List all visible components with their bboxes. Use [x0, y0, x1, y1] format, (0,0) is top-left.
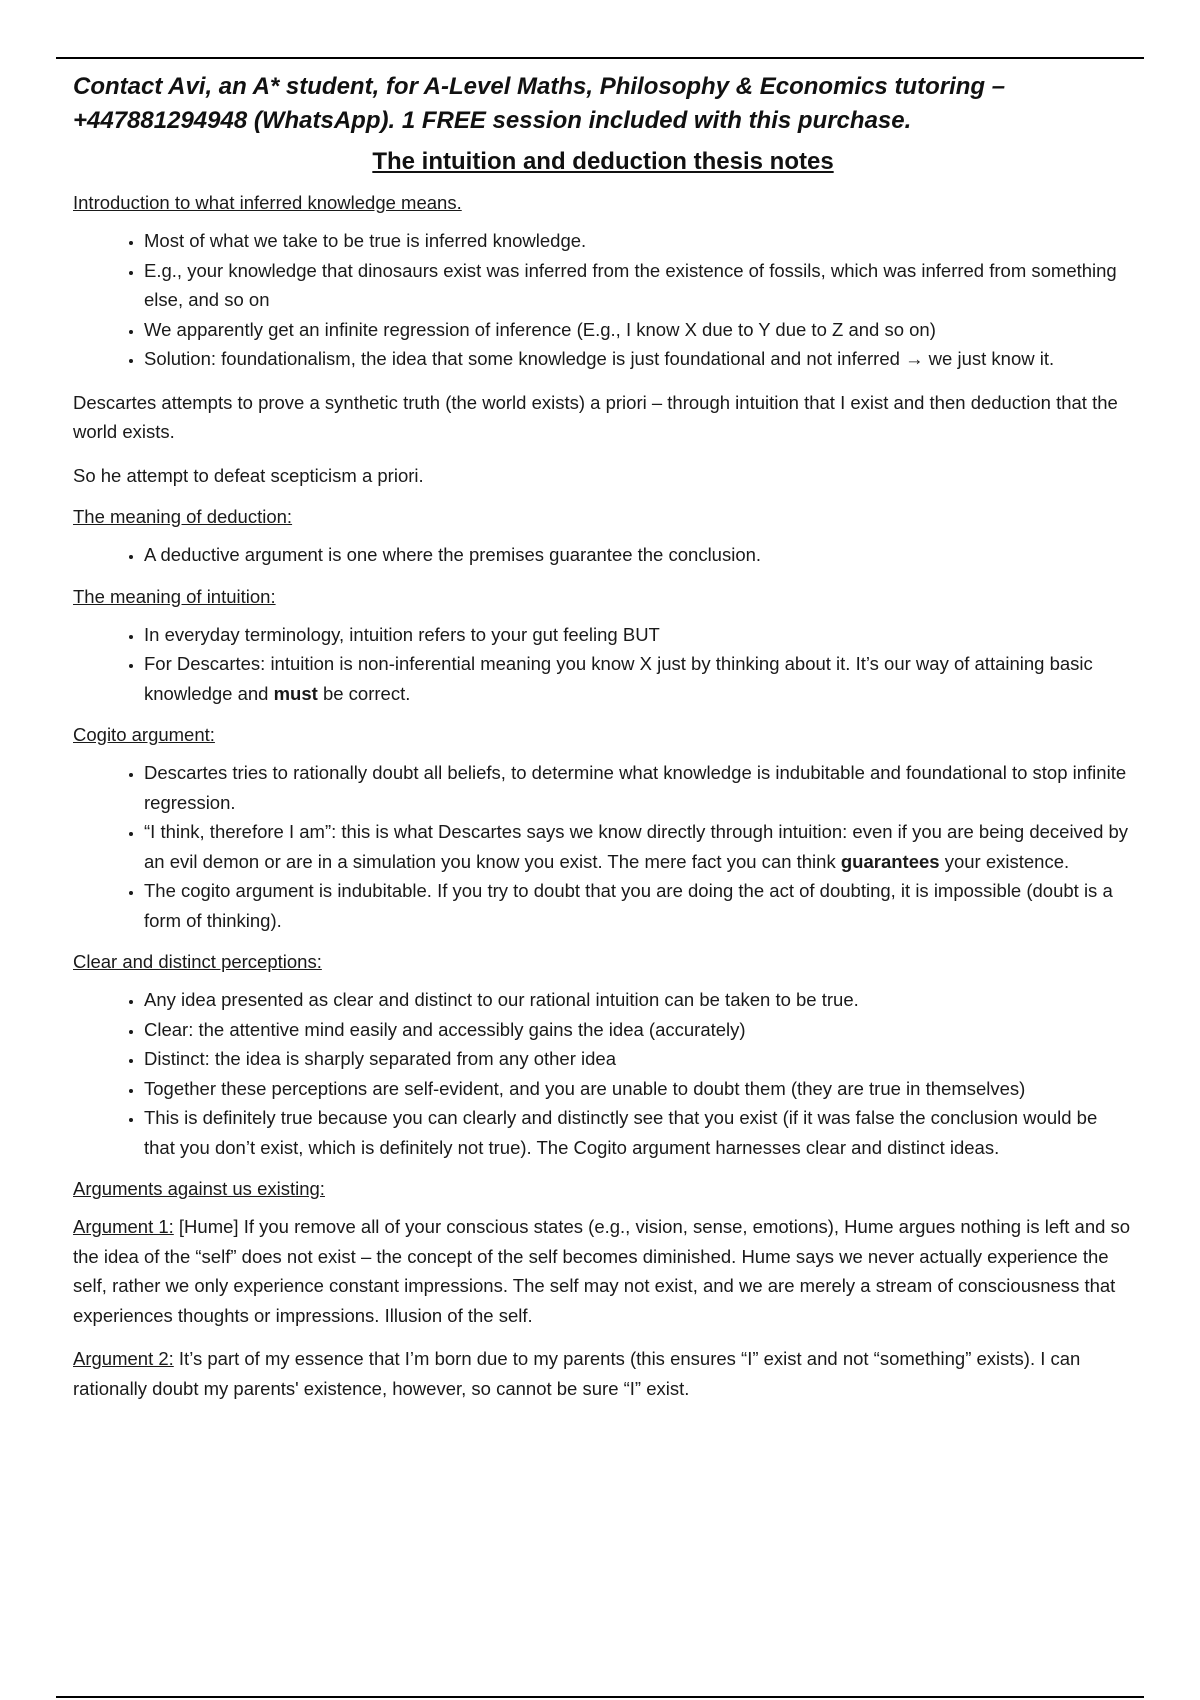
header-rule — [56, 57, 1144, 59]
paragraph-scepticism: So he attempt to defeat scepticism a priori. — [73, 464, 424, 486]
section-heading-clear-distinct: Clear and distinct perceptions: — [73, 951, 322, 972]
paragraph-descartes-synthetic: Descartes attempts to prove a synthetic truth (the world exists) a priori – through intuition that I exist and then deduction that the world exists. — [73, 391, 1118, 442]
paragraph-argument-1 — [73, 1212, 1133, 1330]
footer-rule — [56, 1696, 1144, 1698]
text-run: be correct. — [317, 682, 411, 704]
list-item: • We apparently get an infinite regression of inference (E.g., I know X due to Y due to Z and so on) — [144, 315, 1133, 345]
list-item: • The cogito argument is indubitable. If you try to doubt that you are doing the act of doubting, it is impossible (doubt is a form of thinking). — [144, 876, 1133, 935]
document-title: The intuition and deduction thesis notes — [372, 148, 834, 175]
paragraph-argument-2 — [73, 1344, 1133, 1403]
list-item: • Most of what we take to be true is inferred knowledge. — [144, 226, 1133, 256]
list-item: • Any idea presented as clear and distinct to our rational intuition can be taken to be true. — [144, 985, 1133, 1015]
text-run: It’s part of my essence that I’m born due to my parents (this ensures “I” exist and not “something” exists). I can rationally doubt my parents' existence, however, so cannot be sure “I” exist. — [73, 1348, 1081, 1399]
section-heading-deduction: The meaning of deduction: — [73, 506, 293, 527]
clear-distinct-bullet-list — [73, 985, 1133, 1162]
section-heading-intro: Introduction to what inferred knowledge means. — [73, 192, 462, 213]
list-item — [144, 817, 1133, 876]
list-item: • E.g., your knowledge that dinosaurs exist was inferred from the existence of fossils, which was inferred from something else, and so on — [144, 256, 1133, 315]
text-run: [Hume] If you remove all of your conscious states (e.g., vision, sense, emotions), Hume argues nothing is left and so the idea of the “self” does not exist – the concept of the self becomes diminished. Hume says we never actually experience the self, rather we only experience constant impressions. The self may not exist, and we are merely a stream of consciousness that experiences thoughts or impressions. Illusion of the self. — [73, 1216, 1131, 1326]
list-item: • Solution: foundationalism, the idea that some knowledge is just foundational and not inferred → we just know it. — [144, 344, 1133, 374]
argument-2-label: Argument 2: — [73, 1348, 174, 1369]
list-item: • Together these perceptions are self-evident, and you are unable to doubt them (they are true in themselves) — [144, 1074, 1133, 1104]
text-run: your existence. — [939, 850, 1070, 872]
section-heading-against-existing: Arguments against us existing: — [73, 1178, 325, 1199]
emphasis-must: must — [273, 682, 318, 704]
intuition-bullet-list — [73, 620, 1133, 709]
tutoring-banner: Contact Avi, an A* student, for A-Level Maths, Philosophy & Economics tutoring – +447881294948 (WhatsApp). 1 FREE session included with this purchase. — [73, 73, 1006, 134]
list-item: • Distinct: the idea is sharply separated from any other idea — [144, 1044, 1133, 1074]
list-item: • Clear: the attentive mind easily and accessibly gains the idea (accurately) — [144, 1015, 1133, 1045]
cogito-bullet-list — [73, 758, 1133, 935]
section-heading-cogito: Cogito argument: — [73, 724, 215, 745]
list-item: • Descartes tries to rationally doubt all beliefs, to determine what knowledge is indubitable and foundational to stop infinite regression. — [144, 758, 1133, 817]
list-item: • In everyday terminology, intuition refers to your gut feeling BUT — [144, 620, 1133, 650]
deduction-bullet-list — [73, 540, 1133, 570]
argument-1-label: Argument 1: — [73, 1216, 174, 1237]
document-body — [73, 70, 1133, 1417]
text-run: For Descartes: intuition is non-inferential meaning you know X just by thinking about it. It’s our way of attaining basic knowledge and — [144, 653, 1093, 704]
section-heading-intuition: The meaning of intuition: — [73, 585, 276, 607]
list-item: • This is definitely true because you can clearly and distinctly see that you exist (if it was false the conclusion would be that you don’t exist, which is definitely not true). The Cogito argument harnesses clear and distinct ideas. — [144, 1103, 1133, 1162]
emphasis-guarantees: guarantees — [840, 850, 940, 872]
text-run: “I think, therefore I am”: this is what Descartes says we know directly through intuition: even if you are being deceived by an evil demon or are in a simulation you know you exist. The mere fact you can think — [144, 821, 1129, 872]
intro-bullet-list — [73, 226, 1133, 374]
list-item: • A deductive argument is one where the premises guarantee the conclusion. — [144, 540, 1133, 570]
list-item — [144, 649, 1133, 708]
